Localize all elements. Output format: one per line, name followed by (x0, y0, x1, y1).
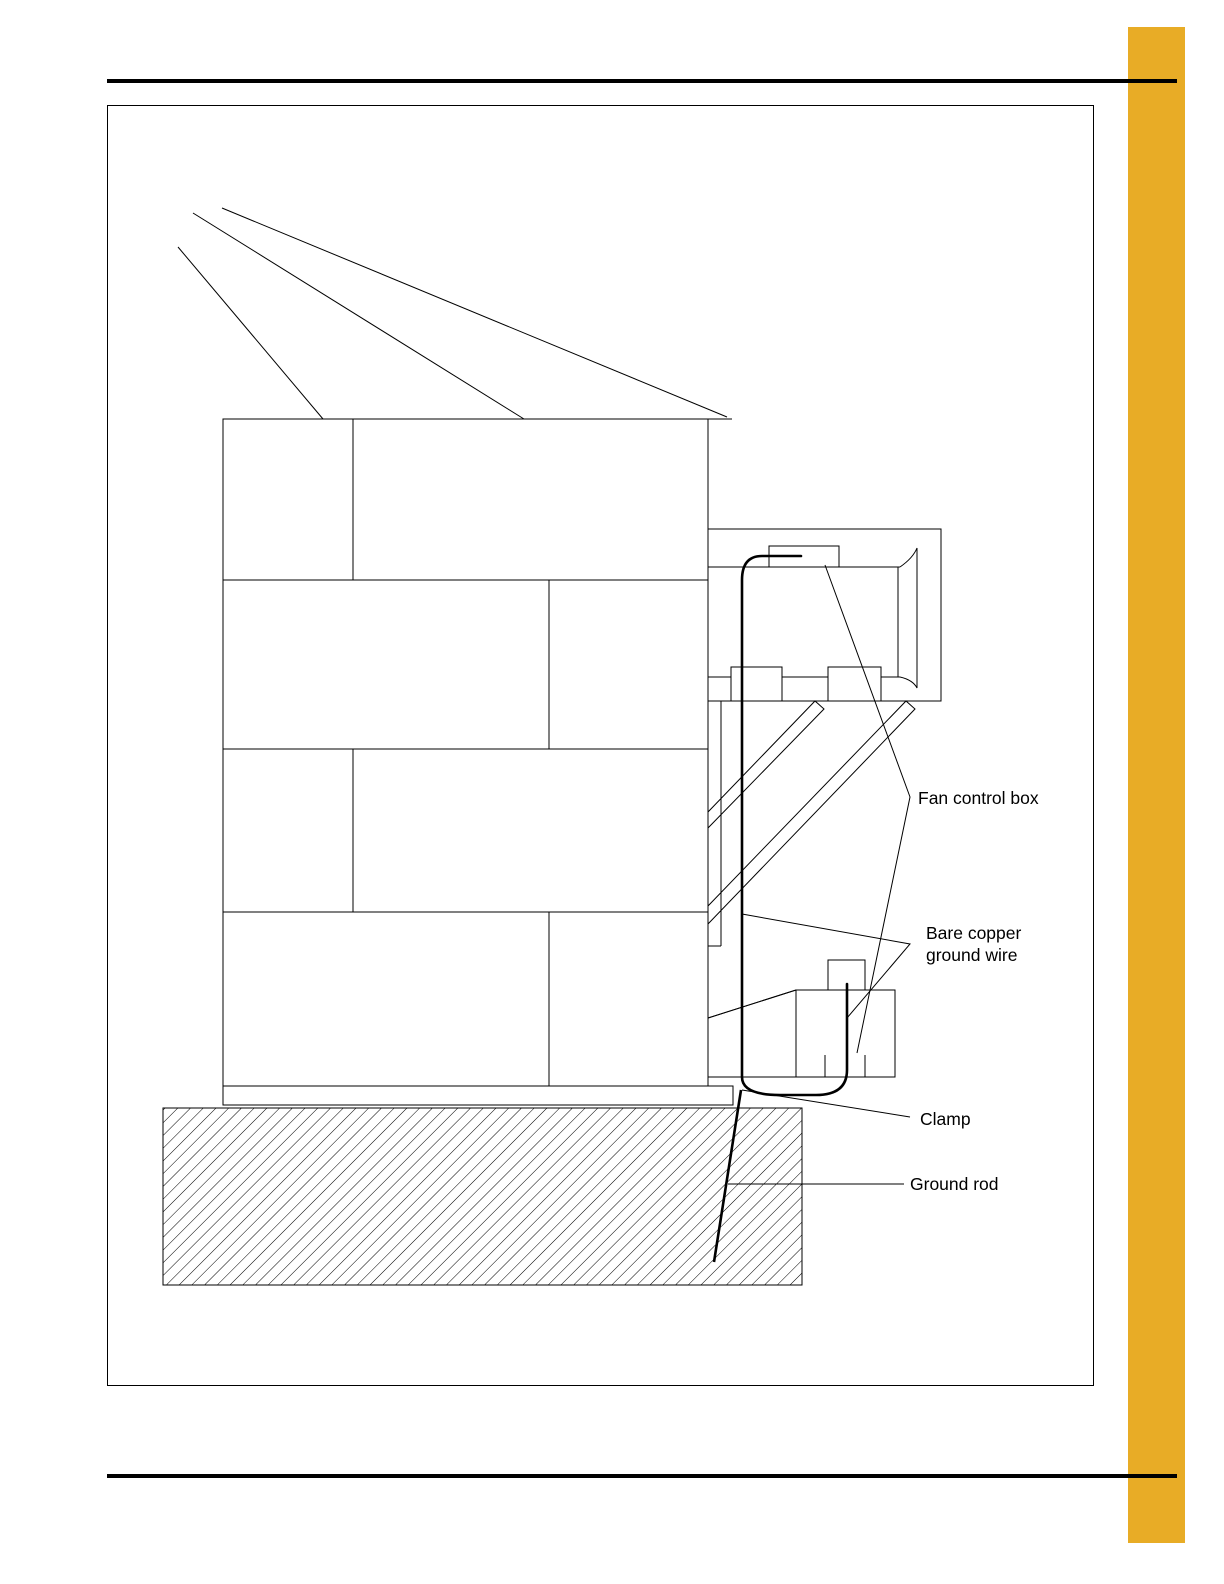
fan-support-stand (708, 701, 915, 1086)
foundation-slab (223, 1086, 733, 1105)
bare-copper-ground-wire (742, 556, 847, 1095)
label-ground-rod: Ground rod (910, 1174, 999, 1194)
label-fan-control-box: Fan control box (918, 788, 1039, 808)
ground-soil-hatch (163, 1108, 802, 1285)
label-bare-copper-line1: Bare copper (926, 923, 1022, 943)
roof-lines (178, 208, 727, 419)
label-bare-copper-line2: ground wire (926, 945, 1018, 965)
bin-wall (223, 419, 732, 1086)
label-clamp: Clamp (920, 1109, 971, 1129)
fan-control-box (708, 960, 895, 1077)
